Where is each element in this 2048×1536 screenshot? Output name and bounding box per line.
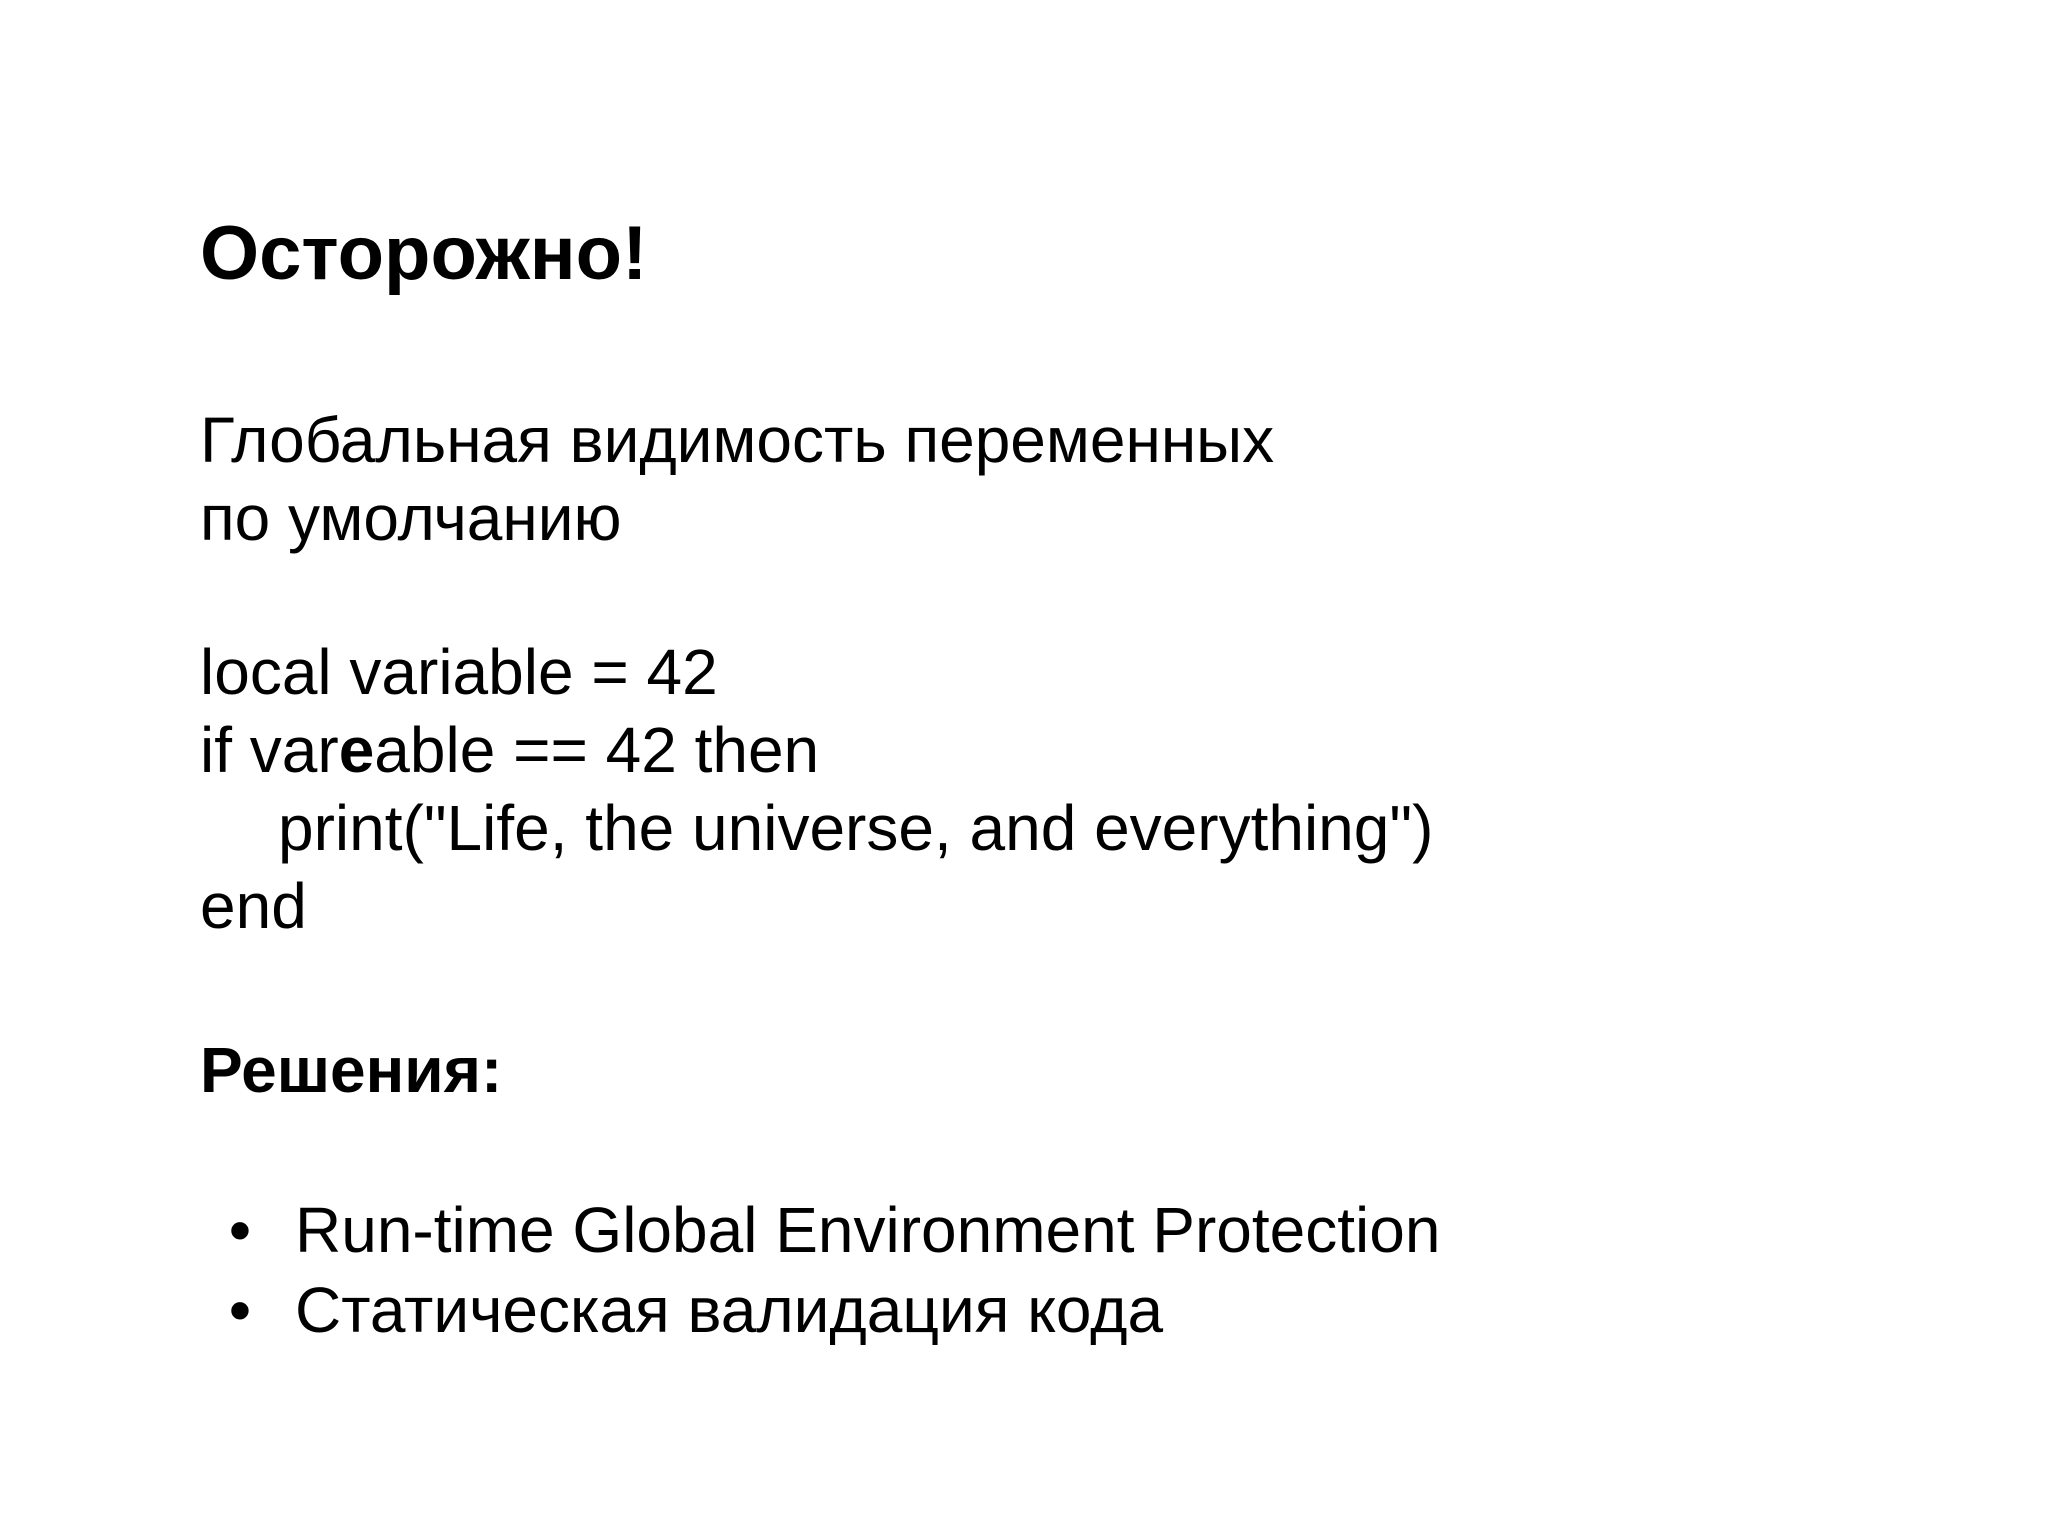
bullet-text-1: Run-time Global Environment Protection	[295, 1194, 1441, 1266]
bullet-text-2: Статическая валидация кода	[295, 1274, 1164, 1346]
solutions-heading: Решения:	[200, 1034, 503, 1106]
code-line-2-prefix: if var	[200, 714, 339, 786]
bullet-icon: •	[228, 1274, 252, 1346]
code-line-2	[200, 710, 819, 790]
intro-line-2: по умолчанию	[200, 482, 622, 554]
code-line-1: local variable = 42	[200, 636, 718, 708]
typo-highlight: e	[338, 714, 375, 786]
slide-title: Осторожно!	[200, 211, 648, 296]
code-line-4: end	[200, 870, 307, 942]
bullet-icon: •	[228, 1194, 252, 1266]
code-line-3: print("Life, the universe, and everything")	[278, 792, 1434, 864]
intro-line-1: Глобальная видимость переменных	[200, 404, 1275, 476]
code-line-2-suffix: able == 42 then	[374, 714, 820, 786]
